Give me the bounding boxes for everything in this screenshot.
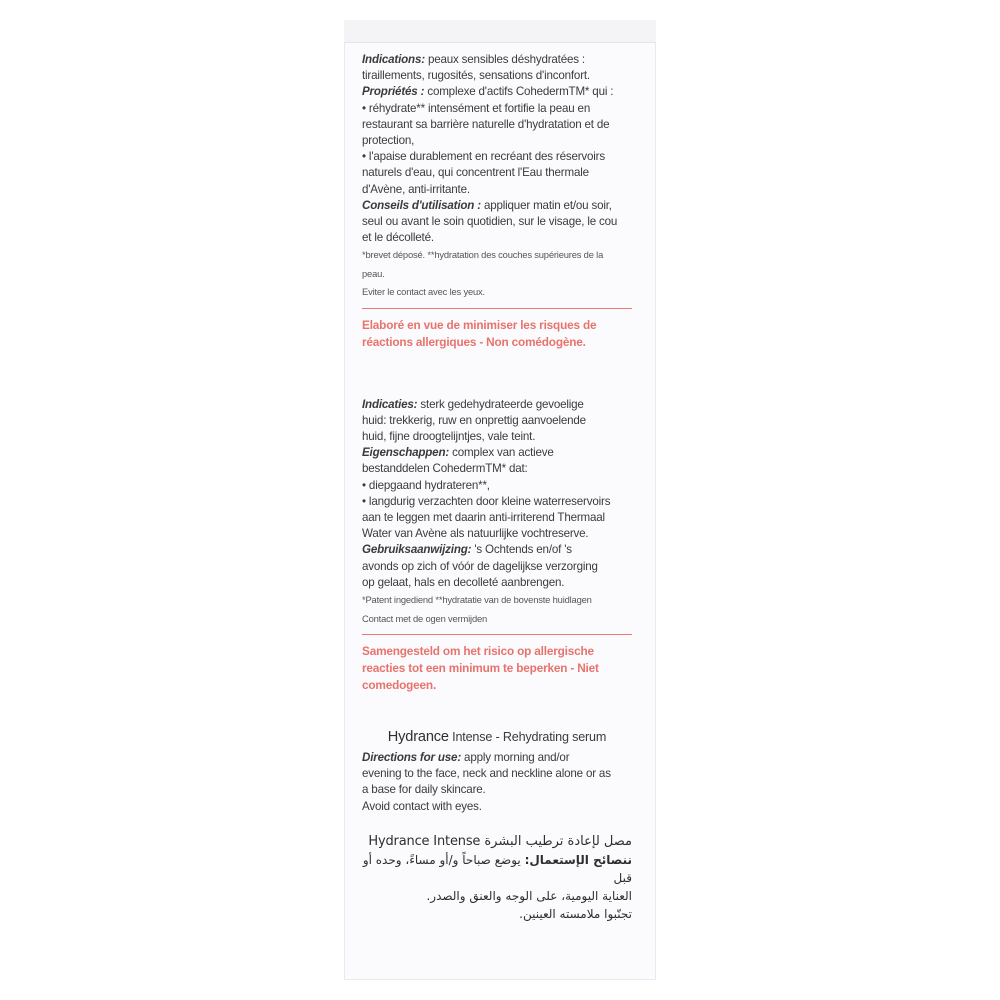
fr-properties-intro: complexe d'actifs CohedermTM* qui : (424, 85, 614, 99)
section-gap (362, 351, 632, 397)
fr-properties-label: Propriétés : (362, 85, 425, 99)
fr-footnote: *brevet déposé. **hydratation des couches supérieures de la (362, 249, 604, 261)
ar-directions-text: العناية اليومية، على الوجه والعنق والصدر. (426, 888, 632, 903)
dutch-section (362, 397, 632, 694)
fr-allergy-warning: Elaboré en vue de minimiser les risques de (362, 317, 597, 332)
ar-directions-line (362, 851, 632, 887)
nl-properties-text: • diepgaand hydrateren**, (362, 478, 490, 492)
nl-properties-intro: complex van actieve (449, 446, 554, 460)
fr-usage-line (362, 198, 632, 214)
section-gap (362, 815, 632, 833)
fr-properties-text: restaurant sa barrière naturelle d'hydratation et de (362, 117, 610, 131)
nl-usage-text: op gelaat, hals en decolleté aanbrengen. (362, 575, 565, 589)
nl-properties-text: • langdurig verzachten door kleine waterreservoirs (362, 494, 611, 508)
fr-footnote: peau. (362, 267, 385, 279)
nl-properties-label: Eigenschappen: (362, 446, 450, 460)
nl-usage-line (362, 542, 632, 558)
fr-indications-text: peaux sensibles déshydratées : (424, 53, 585, 66)
fr-allergy-warning: réactions allergiques - Non comédogène. (362, 334, 586, 349)
ar-directions-text: يوضع صباحاً و/أو مساءً، وحده أو قبل (362, 852, 632, 885)
fr-properties-text: d'Avène, anti-irritante. (362, 182, 470, 196)
en-avoid-eyes: Avoid contact with eyes. (362, 799, 482, 813)
nl-properties-text: bestanddelen CohedermTM* dat: (362, 462, 528, 476)
brand-name: Hydrance (387, 728, 449, 745)
fr-usage-text: appliquer matin et/ou soir, (480, 198, 612, 212)
french-section (362, 52, 632, 351)
fr-avoid-eyes: Eviter le contact avec les yeux. (362, 286, 485, 298)
nl-indications-text: sterk gedehydrateerde gevoelige (417, 397, 584, 411)
en-directions-text: a base for daily skincare. (362, 783, 486, 797)
ar-title-brand (368, 834, 480, 849)
fr-usage-text: seul ou avant le soin quotidien, sur le visage, le cou (362, 215, 618, 229)
fr-properties-text: naturels d'eau, qui concentrent l'Eau thermale (362, 166, 589, 180)
product-title-en (362, 728, 632, 746)
nl-usage-text: avonds op zich of vóór de dagelijkse verzorging (362, 559, 598, 573)
fr-usage-text: et le décolleté. (362, 231, 434, 245)
fr-indications-line-1 (362, 52, 632, 68)
fr-properties-line (362, 84, 632, 100)
fr-properties-text: • l'apaise durablement en recréant des réservoirs (362, 150, 605, 164)
nl-allergy-warning: reacties tot een minimum te beperken - Niet (362, 660, 599, 675)
english-section (362, 728, 632, 815)
nl-avoid-eyes: Contact met de ogen vermijden (362, 612, 488, 624)
ar-product-title (362, 833, 632, 851)
en-directions-line (362, 750, 632, 766)
nl-indications-label: Indicaties: (362, 397, 418, 411)
product-subtitle: Intense - Rehydrating serum (448, 729, 607, 744)
fr-indications-label: Indications: (362, 53, 425, 66)
ar-avoid-eyes: تجنّبوا ملامسته العينين. (519, 906, 632, 921)
nl-allergy-warning: Samengesteld om het risico op allergische (362, 643, 594, 658)
nl-usage-label: Gebruiksaanwijzing: (362, 543, 472, 557)
nl-allergy-warning: comedogeen. (362, 677, 437, 692)
nl-indications-text: huid: trekkerig, ruw en onprettig aanvoelende (362, 413, 586, 427)
nl-usage-text: 's Ochtends en/of 's (471, 543, 572, 557)
ar-brand-name: Hydrance (368, 833, 430, 849)
fr-warning-divider (362, 308, 632, 309)
arabic-section (362, 833, 632, 923)
nl-properties-text: Water van Avène als natuurlijke vochtreserve. (362, 527, 589, 541)
en-directions-text: evening to the face, neck and neckline alone or as (362, 767, 611, 781)
fr-properties-text: • réhydrate** intensément et fortifie la peau en (362, 101, 591, 115)
nl-properties-text: aan te leggen met daarin anti-irriterend Thermaal (362, 511, 605, 525)
en-directions-label: Directions for use: (362, 750, 462, 764)
fr-usage-label: Conseils d'utilisation : (362, 198, 481, 212)
nl-warning-divider (362, 634, 632, 635)
nl-indications-text: huid, fijne droogtelijntjes, vale teint. (362, 430, 536, 444)
fr-indications-line-2: tiraillements, rugosités, sensations d'inconfort. (362, 69, 590, 83)
packaging-top-flap (344, 20, 656, 43)
en-directions-text: apply morning and/or (461, 750, 570, 764)
ar-title-text: مصل لإعادة ترطيب البشرة (484, 833, 632, 849)
nl-properties-line (362, 445, 632, 461)
ar-directions-label: ننصائح الإستعمال: (524, 852, 632, 867)
label-text (362, 52, 632, 923)
nl-indications-line (362, 397, 632, 413)
section-gap (362, 694, 632, 728)
fr-properties-text: protection, (362, 134, 415, 148)
nl-footnote: *Patent ingediend **hydratatie van de bovenste huidlagen (362, 594, 592, 606)
ar-brand-sub: Intense (429, 833, 481, 849)
